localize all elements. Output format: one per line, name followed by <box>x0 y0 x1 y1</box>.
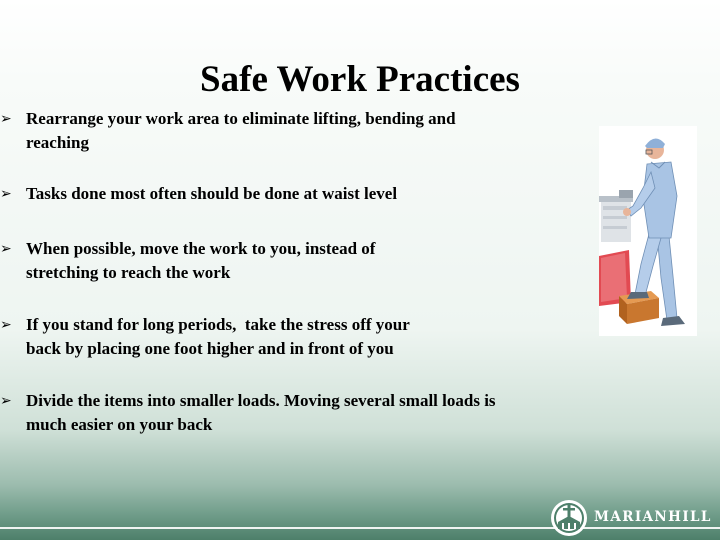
arrow-bullet-icon: ➢ <box>0 241 12 257</box>
bullet-item <box>0 182 590 206</box>
bullet-text: Rearrange your work area to eliminate lifting, bending and reaching <box>26 109 456 152</box>
bullet-item <box>0 107 590 155</box>
arrow-bullet-icon: ➢ <box>0 111 12 127</box>
brand-name: MARIANHILL <box>594 509 712 525</box>
footer-divider <box>0 527 720 529</box>
bullet-item <box>0 237 590 285</box>
bullet-item <box>0 313 590 361</box>
bullet-text: Tasks done most often should be done at waist level <box>26 184 398 203</box>
bullet-text: Divide the items into smaller loads. Moving several small loads is much easier on your back <box>26 391 496 434</box>
arrow-bullet-icon: ➢ <box>0 186 12 202</box>
arrow-bullet-icon: ➢ <box>0 393 12 409</box>
arrow-bullet-icon: ➢ <box>0 317 12 333</box>
slide-title: Safe Work Practices <box>200 59 520 100</box>
bullet-item <box>0 389 590 437</box>
marianhill-logo-icon <box>549 498 589 538</box>
bullet-text: If you stand for long periods, take the stress off your back by placing one foot higher and in front of you <box>26 315 410 358</box>
bullet-text: When possible, move the work to you, instead of stretching to reach the work <box>26 239 376 282</box>
worker-foot-on-box-illustration <box>599 126 697 336</box>
